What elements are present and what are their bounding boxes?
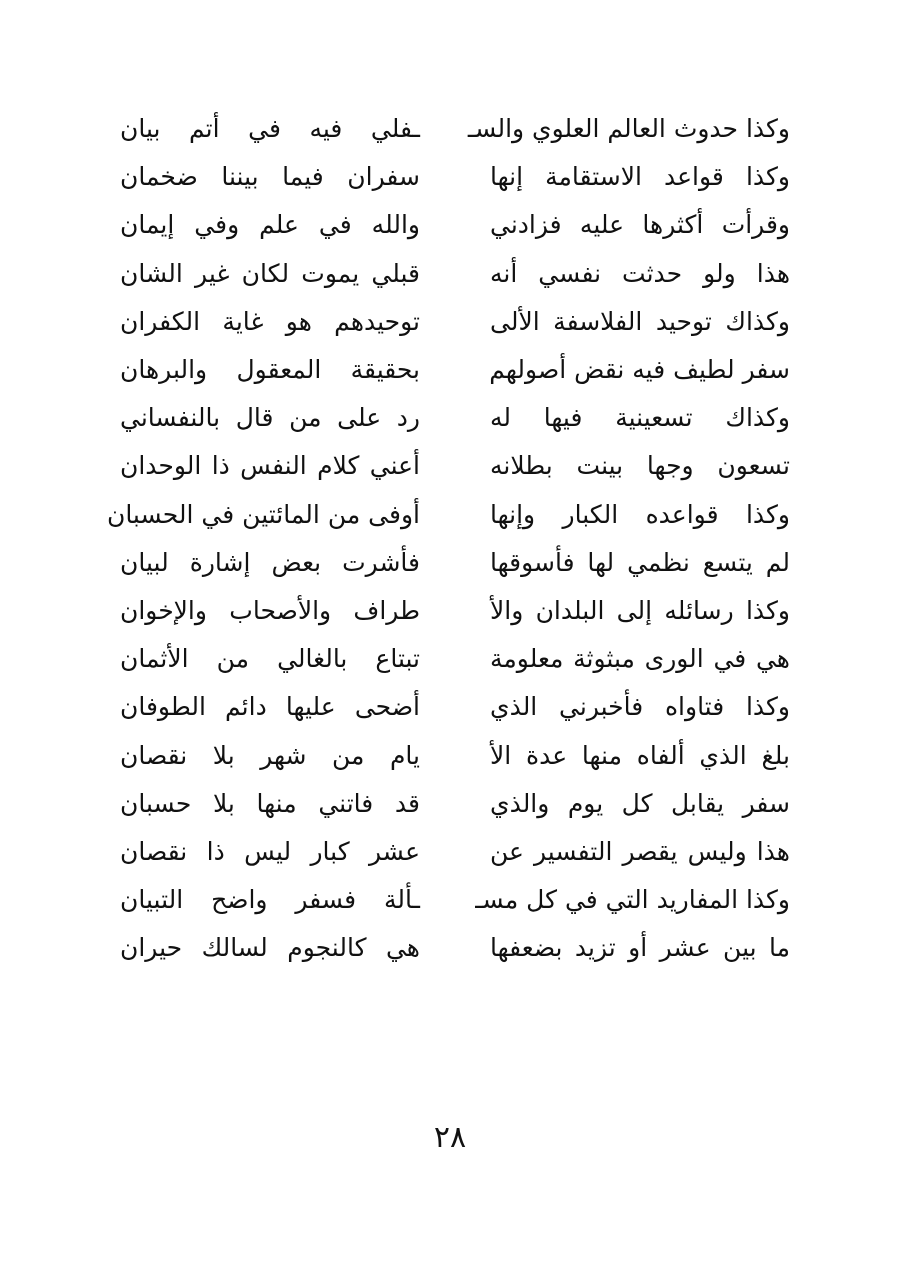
verse-line <box>120 828 790 876</box>
first-hemistich: تسعون وجها بينت بطلانه <box>490 451 790 481</box>
second-hemistich: أضحى عليها دائم الطوفان <box>120 692 420 722</box>
second-hemistich: توحيدهم هو غاية الكفران <box>120 306 420 336</box>
first-hemistich: سفر لطيف فيه نقض أصولهم <box>489 355 790 385</box>
first-hemistich: وكذا فتاواه فأخبرني الذي <box>490 692 790 722</box>
verse-line <box>120 587 790 635</box>
first-hemistich: وكذا قواعد الاستقامة إنها <box>490 162 790 192</box>
verse-line <box>120 876 790 924</box>
verse-line <box>120 298 790 346</box>
verse-line <box>120 683 790 731</box>
second-hemistich: هي كالنجوم لسالك حيران <box>120 933 420 963</box>
second-hemistich: رد على من قال بالنفساني <box>120 403 420 433</box>
first-hemistich: بلغ الذي ألفاه منها عدة الأ <box>490 740 790 770</box>
verse-line <box>120 780 790 828</box>
second-hemistich: فأشرت بعض إشارة لبيان <box>120 547 420 577</box>
verse-line <box>120 442 790 490</box>
first-hemistich: وكذا قواعده الكبار وإنها <box>490 499 790 529</box>
first-hemistich: وقرأت أكثرها عليه فزادني <box>490 210 790 240</box>
verse-line <box>120 635 790 683</box>
second-hemistich: أعني كلام النفس ذا الوحدان <box>120 451 420 481</box>
first-hemistich: وكذاك توحيد الفلاسفة الألى <box>490 306 790 336</box>
second-hemistich: أوفى من المائتين في الحسبان <box>106 499 420 529</box>
first-hemistich: سفر يقابل كل يوم والذي <box>490 788 790 818</box>
verse-line <box>106 491 790 539</box>
verse-line <box>120 105 790 153</box>
poem-text <box>106 105 790 972</box>
second-hemistich: قبلي يموت لكان غير الشان <box>120 258 420 288</box>
first-hemistich: وكذا رسائله إلى البلدان والأ <box>490 595 790 625</box>
first-hemistich: هذا ولو حدثت نفسي أنه <box>490 258 790 288</box>
second-hemistich: سفران فيما بيننا ضخمان <box>120 162 420 192</box>
first-hemistich: لم يتسع نظمي لها فأسوقها <box>490 547 790 577</box>
verse-line <box>120 201 790 249</box>
first-hemistich: وكذا حدوث العالم العلوي والسـ <box>467 114 790 144</box>
verse-line <box>120 924 790 972</box>
second-hemistich: يام من شهر بلا نقصان <box>120 740 420 770</box>
second-hemistich: تبتاع بالغالي من الأثمان <box>120 644 420 674</box>
first-hemistich: هذا وليس يقصر التفسير عن <box>490 836 790 866</box>
second-hemistich: ـفلي فيه في أتم بيان <box>120 114 420 144</box>
page-number: ٢٨ <box>433 1120 467 1155</box>
verse-line <box>120 394 790 442</box>
first-hemistich: وكذاك تسعينية فيها له <box>490 403 790 433</box>
verse-line <box>120 346 790 394</box>
second-hemistich: بحقيقة المعقول والبرهان <box>120 355 420 385</box>
first-hemistich: هي في الورى مبثوثة معلومة <box>490 644 790 674</box>
verse-line <box>120 153 790 201</box>
first-hemistich: ما بين عشر أو تزيد بضعفها <box>490 933 790 963</box>
second-hemistich: عشر كبار ليس ذا نقصان <box>120 836 420 866</box>
first-hemistich: وكذا المفاريد التي في كل مسـ <box>475 885 790 915</box>
verse-line <box>120 250 790 298</box>
verse-line <box>120 539 790 587</box>
second-hemistich: قد فاتني منها بلا حسبان <box>120 788 420 818</box>
verse-line <box>120 731 790 779</box>
second-hemistich: ـألة فسفر واضح التبيان <box>120 885 420 915</box>
second-hemistich: والله في علم وفي إيمان <box>120 210 420 240</box>
second-hemistich: طراف والأصحاب والإخوان <box>120 595 420 625</box>
